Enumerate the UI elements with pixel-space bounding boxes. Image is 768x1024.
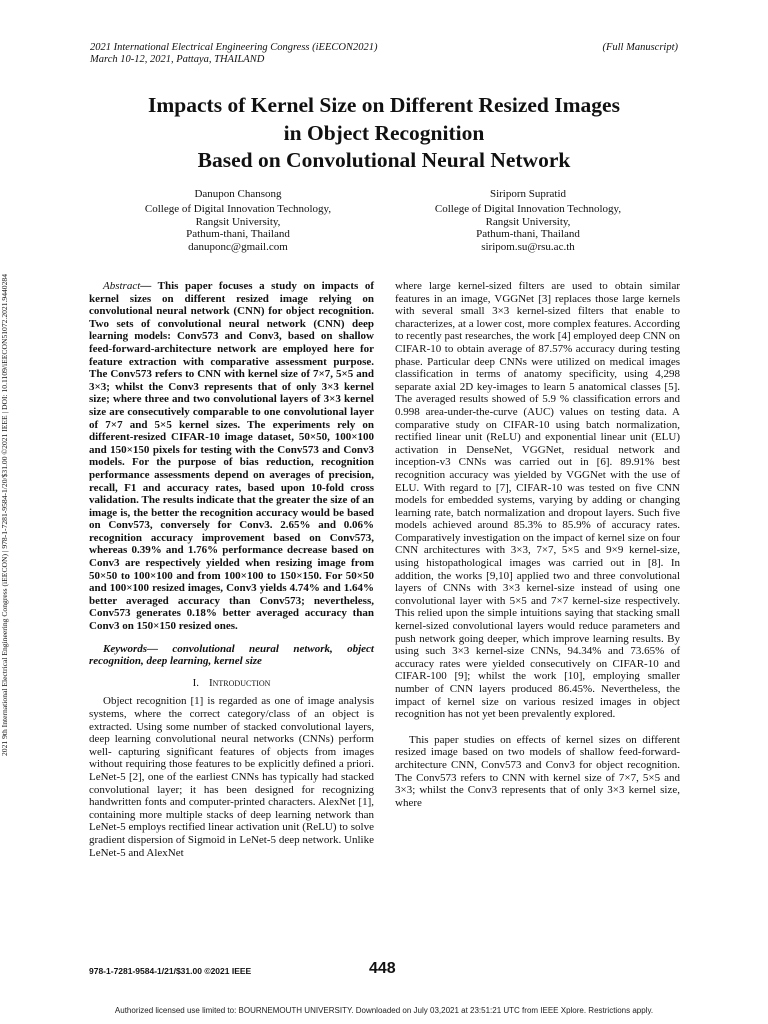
title-line-1: Impacts of Kernel Size on Different Resized Images [148, 93, 620, 117]
body-paragraph-1: where large kernel-sized filters are used to obtain similar features in an image, VGGNet [3] replaces those large kernels with several small 3×3 kernel-sized filters that enable to characterizes, at a lower cost, more complex features. According to recently past researches, the work [4] employed deep CNN on CIFAR-10 to obtain average of 87.57% accuracy during testing phase. Particular deep CNNs were utilized on medical images classification in terms of anatomy specificity, using 4,298 separate axial 2D key-images to learn 5 anatomical classes [5]. The averaged results showed of 5.9 % classification errors and 0.998 area-under-the-curve (AUC) values on testing data. A comparative study on CIFAR-10 using batch normalization, rectified linear unit (ReLU) and exponential linear unit (ELU) activation in DenseNet, VGGNet, residual network and inception-v3 CNNs was carried out in [6]. 89.91% best recognition accuracy was yielded by VGGNet with the use of ELU. With regard to [7], CIFAR-10 was tested on five CNN models for embedded systems, varying by adding or changing learning rate, batch normalization and dropout layers. Such five models achieved around 85.3% to 85.9% of accuracy rates. Comparatively investigation on the impact of kernel size on four CNN architectures with 3×3, 7×7, 5×5 and 9×9 kernel-size, using histopathological images was carried out in [8]. In addition, the works [9,10] applied two and three convolutional layers of CNNs with 3×3 kernel-size instead of using one convolutional layer with 5×5 and 7×7 kernel-size respectively. This relied upon the simple intuitions saying that stacking small kernel-sized convolutional layers would reduce parameters and push network going deeper, which improve learning results. By using such 3×3 kernel-size CNNs, 94.34% and 73.65% of accuracy rates were yielded consecutively on CIFAR-10 and CIFAR-100 [9]; whilst the work [10], employing smaller number of CNN layers produced 86.45%. Nevertheless, the impact of kernel size on various resized images in object recognition has not yet been prevalently explored. [395, 280, 680, 721]
author-city: Pathum-thani, Thailand [186, 228, 290, 241]
keywords: Keywords— convolutional neural network, object recognition, deep learning, kernel size [89, 642, 374, 668]
author-block-1 [88, 188, 388, 254]
conference-name: 2021 International Electrical Engineering Congress (iEECON2021) [90, 42, 378, 53]
title-line-2: in Object Recognition [283, 120, 485, 145]
author-dept: College of Digital Innovation Technology, [434, 202, 622, 215]
conference-date: March 10-12, 2021, Pattaya, THAILAND [90, 54, 265, 65]
body-paragraph-2: This paper studies on effects of kernel sizes on different resized image based on two models of shallow feed-forward-architecture CNN, Conv573 and Conv3 for object recognition. The Conv573 refers to CNN with kernel size of 7×7, 5×5 and 3×3; whilst the Conv3 represents that of only 3×3 kernel size, where [395, 733, 680, 809]
author-email: danuponc@gmail.com [188, 241, 288, 254]
abstract-lead: Abstract [103, 280, 141, 292]
section-title: Introduction [208, 676, 271, 689]
paper-title [60, 92, 708, 175]
intro-paragraph: Object recognition [1] is regarded as one of image analysis systems, where the correct category/class of an object is extracted. Using some number of stacked convolutional layers, deep learning convolutional neural networks (CNNs) perform well- capturing significant features of objects from images without requiring those features to be explicitly defined a priori. LeNet-5 [2], one of the earliest CNNs has typically had stacked convolutional layer; it has been designed for recognizing handwritten fonts and computer-printed characters. AlexNet [1], containing more multiple stacks of deep learning network than LeNet-5 employs rectified linear activation unit (ReLU) to solve gradient dispersion of Sigmoid in LeNet-5 deep network. Unlike LeNet-5 and AlexNet [89, 695, 374, 859]
doi-side-text: 2021 9th International Electrical Engineering Congress (iEECON) | 978-1-7281-9584-1/20/$31.00 ©2021 IEEE | DOI: 10.1109/iEECON51072.2021.9440284 [0, 274, 9, 757]
author-name: Danupon Chansong [194, 188, 282, 200]
author-name: Siriporn Supratid [489, 188, 567, 200]
author-city: Pathum-thani, Thailand [476, 228, 580, 241]
author-university: Rangsit University, [485, 215, 571, 228]
author-dept: College of Digital Innovation Technology, [144, 202, 332, 215]
title-line-3: Based on Convolutional Neural Network [197, 148, 571, 172]
license-notice: Authorized licensed use limited to: BOURNEMOUTH UNIVERSITY. Downloaded on July 03,2021 at 23:51:21 UTC from IEEE Xplore. Restrictions apply. [114, 1006, 654, 1015]
manuscript-label: (Full Manuscript) [602, 42, 678, 53]
section-number: I. [192, 676, 199, 689]
abstract-text: — This paper focuses a study on impacts of kernel sizes on different resized image relying on convolutional neural network (CNN) for object recognition. Two sets of convolutional neural network (CNN) deep learning models: Conv573 and Conv3, based on shallow feed-forward-architecture network are employed here for feature extraction with comparative assessment purpose. The Conv573 refers to CNN with kernel size of 7×7, 5×5 and 3×3; whilst the Conv3 represents that of only 3×3 kernel size; where three and two convolutional layers of 3×3 kernel size are consecutively comparable to one convolutional layer of 7×7 and 5×5 kernel sizes. The experiments rely on different-resized CIFAR-10 image dataset, 50×50, 100×100 and 150×150 pixels for testing with the Conv573 and Conv3 models. For the purpose of bias reduction, recognition performance assessments depend on averages of precision, recall, F1 and accuracy rates, based upon 10-fold cross validation. The results indicate that the greater the size of an image is, the better the recognition accuracy would be based on Conv573, conversely for Conv3. 2.65% and 0.06% recognition accuracy improvement based on Conv573, whereas 0.39% and 1.76% performance decrease based on Conv3 are respectively yielded when resizing image from 50×50 to 100×100 and from 100×100 to 150×150. For 50×50 and 100×100 resized images, Conv3 yields 4.74% and 1.64% better averaged accuracy than Conv573; nevertheless, Conv573 generates 0.18% better averaged accuracy than Conv3 on 150×150 resized ones. [89, 280, 374, 633]
page-number: 448 [369, 960, 396, 977]
author-email: siripom.su@rsu.ac.th [481, 241, 575, 254]
running-header [90, 42, 377, 66]
abstract [89, 280, 374, 633]
right-column [395, 280, 680, 809]
left-column [89, 280, 374, 859]
footer-isbn: 978-1-7281-9584-1/21/$31.00 ©2021 IEEE [89, 966, 252, 976]
section-heading [89, 677, 374, 690]
author-block-2 [378, 188, 678, 254]
author-university: Rangsit University, [195, 215, 281, 228]
